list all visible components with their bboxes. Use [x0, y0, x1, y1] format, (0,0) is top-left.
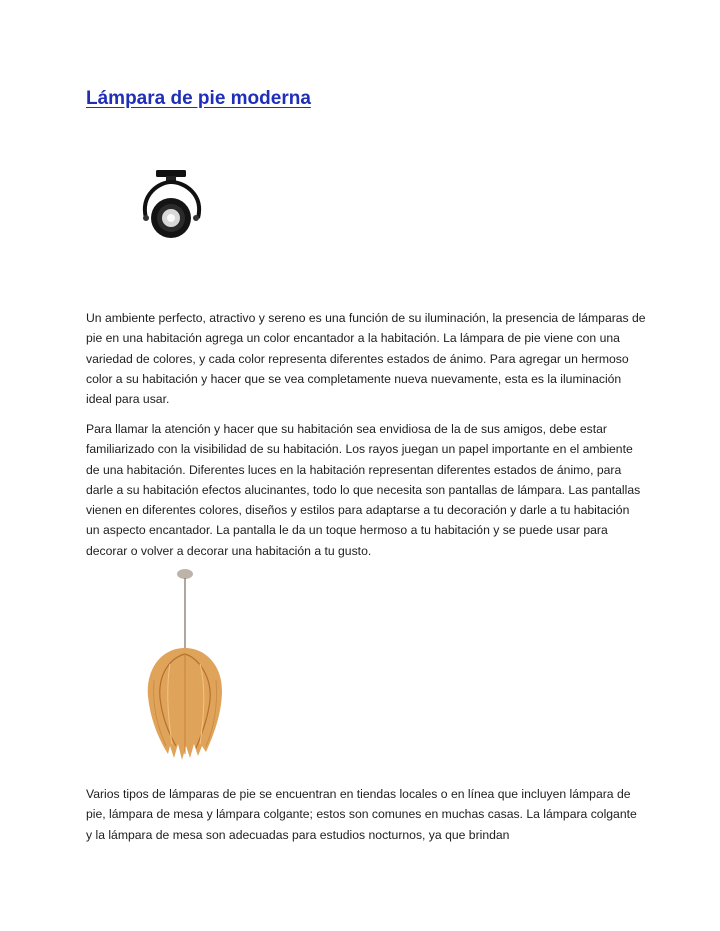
paragraph-2: Para llamar la atención y hacer que su habitación sea envidiosa de la de sus amigos, debe estar familiarizado con la visibilidad de su habitación. Los rayos juegan un papel importante en el ambiente de una habitación. Diferentes luces en la habitación representan diferentes estados de ánimo, para darle a su habitación efectos alucinantes, todo lo que necesita son pantallas de lámpara. Las pantallas vienen en diferentes colores, diseños y estilos para adaptarse a tu decoración y darle a tu habitación un aspecto encantador. La pantalla le da un toque hermoso a tu habitación y se puede usar para decorar o volver a decorar una habitación a tu gusto.: [86, 422, 641, 558]
paragraph-1: Un ambiente perfecto, atractivo y sereno es una función de su iluminación, la presencia de lámparas de pie en una habitación agrega un color encantador a la habitación. La lámpara de pie viene con una variedad de colores, y cada color representa diferentes estados de ánimo. Para agregar un hermoso color a su habitación y hacer que se vea completamente nueva nuevamente, esta es la iluminación ideal para usar.: [86, 311, 646, 407]
paragraph-3: Varios tipos de lámparas de pie se encuentran en tiendas locales o en línea que incluyen lámpara de pie, lámpara de mesa y lámpara colgante; estos son comunes en muchas casas. La lámpara colgante y la lámpara de mesa son adecuadas para estudios nocturnos, ya que brindan: [86, 787, 637, 842]
pendant-lamp-image: [140, 568, 230, 768]
spotlight-lamp-image: [132, 164, 212, 259]
document-title-link[interactable]: Lámpara de pie moderna: [86, 88, 311, 109]
